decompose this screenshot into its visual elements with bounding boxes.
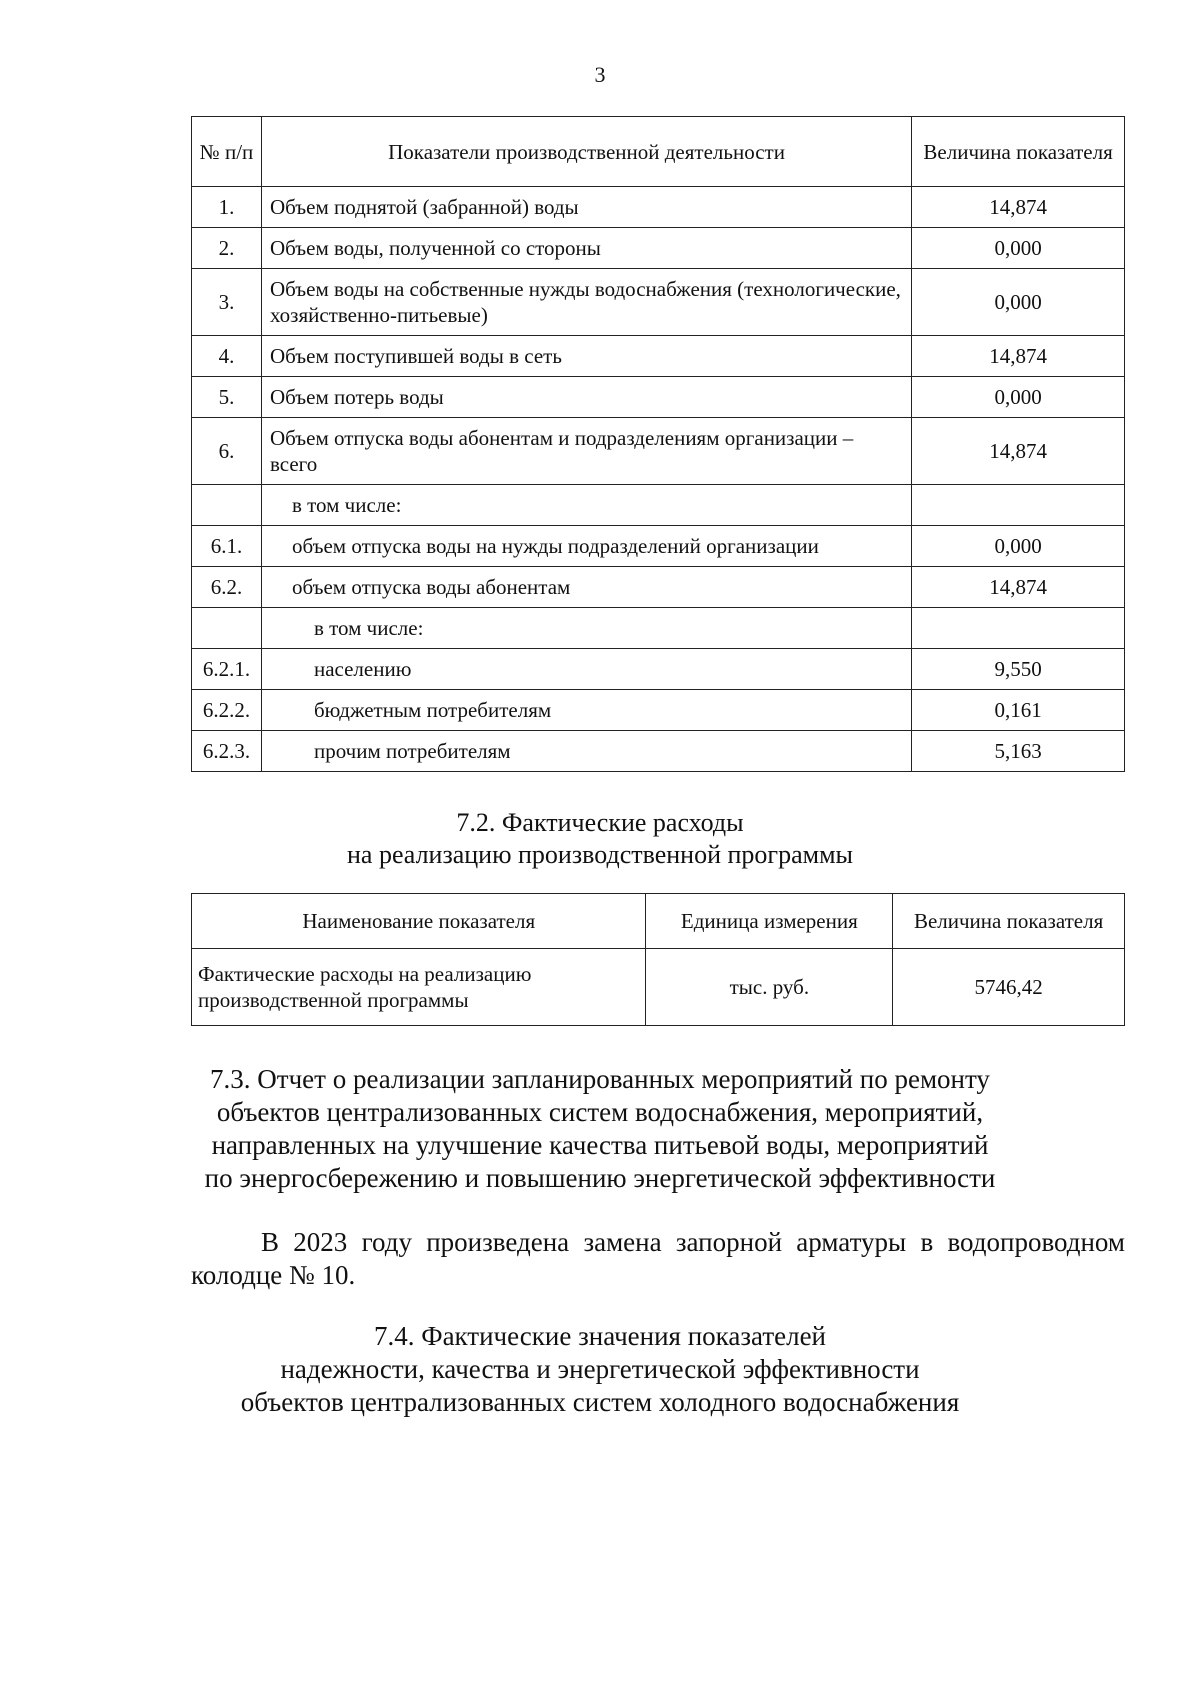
row-label: Объем поступившей воды в сеть — [261, 336, 911, 377]
row-value: 14,874 — [912, 567, 1125, 608]
row-number: 6.2.1. — [192, 649, 262, 690]
table-row — [192, 690, 1125, 731]
row-label: Объем воды на собственные нужды водоснабжения (технологические, хозяйственно-питьевые) — [261, 269, 911, 336]
page-number: 3 — [594, 62, 606, 87]
row-number: 6.1. — [192, 526, 262, 567]
row-label: бюджетным потребителям — [261, 690, 911, 731]
table-row — [192, 336, 1125, 377]
row-value: 14,874 — [912, 418, 1125, 485]
row-label: объем отпуска воды на нужды подразделений организации — [261, 526, 911, 567]
row-value: 9,550 — [912, 649, 1125, 690]
expense-value: 5746,42 — [893, 949, 1125, 1026]
section-7-2-line-1: 7.2. Фактические расходы — [456, 808, 744, 837]
row-number — [192, 485, 262, 526]
row-value: 0,000 — [912, 377, 1125, 418]
row-number: 6.2. — [192, 567, 262, 608]
table-row — [192, 228, 1125, 269]
section-7-3-line-4: по энергосбережению и повышению энергетической эффективности — [204, 1163, 996, 1193]
row-label: населению — [261, 649, 911, 690]
row-label: объем отпуска воды абонентам — [261, 567, 911, 608]
row-value: 5,163 — [912, 731, 1125, 772]
row-label: прочим потребителям — [261, 731, 911, 772]
table-row — [192, 649, 1125, 690]
section-7-3-line-3: направленных на улучшение качества питьевой воды, мероприятий — [211, 1130, 989, 1160]
row-number: 3. — [192, 269, 262, 336]
section-7-4-line-1: 7.4. Фактические значения показателей — [373, 1321, 827, 1351]
section-7-3-line-1: 7.3. Отчет о реализации запланированных мероприятий по ремонту — [210, 1064, 990, 1094]
section-7-4-line-3: объектов централизованных систем холодного водоснабжения — [240, 1387, 960, 1417]
table-row — [192, 269, 1125, 336]
row-label: в том числе: — [261, 485, 911, 526]
table-row — [192, 567, 1125, 608]
row-number: 6. — [192, 418, 262, 485]
row-label: Объем потерь воды — [261, 377, 911, 418]
expenses-table — [191, 893, 1125, 1026]
row-number: 1. — [192, 187, 262, 228]
production-indicators-table — [191, 116, 1125, 772]
table-row — [192, 485, 1125, 526]
section-7-3-heading — [0, 1063, 1200, 1195]
expense-name: Фактические расходы на реализацию производственной программы — [192, 949, 646, 1026]
row-value: 14,874 — [912, 336, 1125, 377]
row-number: 5. — [192, 377, 262, 418]
header-number: № п/п — [192, 117, 262, 187]
table-row — [192, 949, 1125, 1026]
row-value: 14,874 — [912, 187, 1125, 228]
row-value — [912, 608, 1125, 649]
row-value: 0,000 — [912, 228, 1125, 269]
table-header-row — [192, 117, 1125, 187]
row-value: 0,161 — [912, 690, 1125, 731]
header-indicator: Показатели производственной деятельности — [261, 117, 911, 187]
header-value: Величина показателя — [893, 894, 1125, 949]
header-value: Величина показателя — [912, 117, 1125, 187]
header-name: Наименование показателя — [192, 894, 646, 949]
section-7-3-line-2: объектов централизованных систем водоснабжения, мероприятий, — [216, 1097, 984, 1127]
table-row — [192, 187, 1125, 228]
section-7-2-heading — [0, 807, 1200, 871]
table-header-row — [192, 894, 1125, 949]
table-row — [192, 377, 1125, 418]
table-row — [192, 418, 1125, 485]
row-label: в том числе: — [261, 608, 911, 649]
section-7-4-heading — [0, 1320, 1200, 1419]
table-row — [192, 526, 1125, 567]
header-unit: Единица измерения — [646, 894, 893, 949]
row-label: Объем отпуска воды абонентам и подразделениям организации – всего — [261, 418, 911, 485]
repair-paragraph: В 2023 году произведена замена запорной арматуры в водопроводном колодце № 10. — [191, 1227, 1125, 1290]
row-number: 6.2.3. — [192, 731, 262, 772]
row-label: Объем воды, полученной со стороны — [261, 228, 911, 269]
row-number: 2. — [192, 228, 262, 269]
row-value: 0,000 — [912, 526, 1125, 567]
row-number: 4. — [192, 336, 262, 377]
section-7-4-line-2: надежности, качества и энергетической эффективности — [280, 1354, 920, 1384]
row-value: 0,000 — [912, 269, 1125, 336]
row-label: Объем поднятой (забранной) воды — [261, 187, 911, 228]
row-value — [912, 485, 1125, 526]
section-7-2-line-2: на реализацию производственной программы — [346, 840, 853, 869]
table-row — [192, 608, 1125, 649]
table-row — [192, 731, 1125, 772]
row-number: 6.2.2. — [192, 690, 262, 731]
row-number — [192, 608, 262, 649]
expense-unit: тыс. руб. — [646, 949, 893, 1026]
